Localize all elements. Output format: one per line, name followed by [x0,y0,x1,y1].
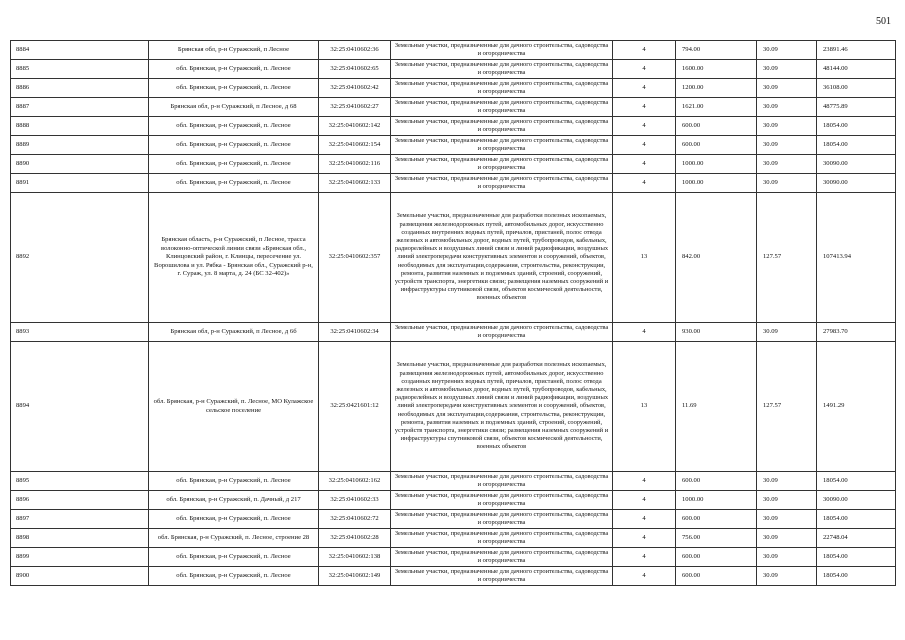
address-cell: Брянская обл, р-н Суражский, п Лесное, д 6б [149,323,319,342]
group-code-cell: 4 [613,510,676,529]
cadastral-value-cell: 36108.00 [817,79,896,98]
table-row [11,136,896,155]
land-use-cell: Земельные участки, предназначенные для дачного строительства, садоводства и огородничества [391,155,613,174]
group-code-cell: 13 [613,193,676,323]
cadastral-value-cell: 22748.04 [817,529,896,548]
specific-value-cell: 30.09 [757,174,817,193]
land-use-cell: Земельные участки, предназначенные для разработки полезных ископаемых, размещения железнодорожных путей, автомобильных дорог, искусственно созданных внутренних водных путей, причалов, пристаней, полос отвода железных и автомобильных дорог, водных путей, трубопроводов, кабельных, радиорелейных и воздушных линий связи и линий радиофикации, воздушных линий электропередачи конструктивных элементов и сооружений, объектов, необходимых для эксплуатации,содержания, строительства, реконструкции, ремонта, развития наземных и подземных зданий, строений, сооружений, устройств транспорта, энергетики связи; размещения наземных сооружений и инфраструктуры спутниковой связи, объектов космической деятельности, военных объектов [391,342,613,472]
cadastral-value-cell: 18054.00 [817,136,896,155]
address-cell: обл. Брянская, р-н Суражский, п. Лесное, МО Кулажское сельское поселение [149,342,319,472]
area-cell: 1000.00 [676,174,757,193]
group-code-cell: 4 [613,529,676,548]
area-cell: 842.00 [676,193,757,323]
area-cell: 600.00 [676,136,757,155]
address-cell: обл. Брянская, р-н Суражский, п. Лесное [149,79,319,98]
row-number-cell: 8889 [11,136,149,155]
cadastral-value-cell: 18054.00 [817,472,896,491]
cadastral-value-cell: 1491.29 [817,342,896,472]
row-number-cell: 8896 [11,491,149,510]
table-row [11,323,896,342]
cadastral-number-cell: 32:25:0410602:28 [319,529,391,548]
cadastral-number-cell: 32:25:0410602:72 [319,510,391,529]
address-cell: обл. Брянская, р-н Суражский, п. Лесное [149,136,319,155]
row-number-cell: 8884 [11,41,149,60]
area-cell: 600.00 [676,567,757,586]
group-code-cell: 4 [613,41,676,60]
cadastral-value-cell: 18054.00 [817,567,896,586]
group-code-cell: 4 [613,567,676,586]
page-number: 501 [876,16,891,27]
row-number-cell: 8900 [11,567,149,586]
cadastral-value-cell: 30090.00 [817,174,896,193]
address-cell: обл. Брянская, р-н Суражский, п. Лесное [149,510,319,529]
land-use-cell: Земельные участки, предназначенные для дачного строительства, садоводства и огородничества [391,79,613,98]
cadastral-number-cell: 32:25:0410602:142 [319,117,391,136]
land-use-cell: Земельные участки, предназначенные для дачного строительства, садоводства и огородничества [391,174,613,193]
land-use-cell: Земельные участки, предназначенные для дачного строительства, садоводства и огородничества [391,472,613,491]
table-row [11,491,896,510]
land-use-cell: Земельные участки, предназначенные для дачного строительства, садоводства и огородничества [391,323,613,342]
specific-value-cell: 30.09 [757,491,817,510]
table-row [11,98,896,117]
address-cell: обл. Брянская, р-н Суражский, п. Дачный, д 217 [149,491,319,510]
cadastral-value-cell: 48144.00 [817,60,896,79]
cadastral-number-cell: 32:25:0410602:34 [319,323,391,342]
cadastral-number-cell: 32:25:0410602:138 [319,548,391,567]
specific-value-cell: 30.09 [757,529,817,548]
cadastral-number-cell: 32:25:0421601:12 [319,342,391,472]
address-cell: обл. Брянская, р-н Суражский, п. Лесное [149,117,319,136]
area-cell: 1621.00 [676,98,757,117]
area-cell: 1600.00 [676,60,757,79]
area-cell: 600.00 [676,548,757,567]
table-row [11,193,896,323]
land-use-cell: Земельные участки, предназначенные для дачного строительства, садоводства и огородничества [391,136,613,155]
land-use-cell: Земельные участки, предназначенные для дачного строительства, садоводства и огородничества [391,98,613,117]
land-use-cell: Земельные участки, предназначенные для разработки полезных ископаемых, размещения железнодорожных путей, автомобильных дорог, искусственно созданных внутренних водных путей, причалов, пристаней, полос отвода железных и автомобильных дорог, водных путей, трубопроводов, кабельных, радиорелейных и воздушных линий связи и линий радиофикации, воздушных линий электропередачи конструктивных элементов и сооружений, объектов, необходимых для эксплуатации,содержания, строительства, реконструкции, ремонта, развития наземных и подземных зданий, строений, сооружений, устройств транспорта, энергетики связи; размещения наземных сооружений и инфраструктуры спутниковой связи, объектов космической деятельности, военных объектов [391,193,613,323]
row-number-cell: 8888 [11,117,149,136]
land-use-cell: Земельные участки, предназначенные для дачного строительства, садоводства и огородничества [391,60,613,79]
cadastral-number-cell: 32:25:0410602:36 [319,41,391,60]
specific-value-cell: 30.09 [757,117,817,136]
table-row [11,548,896,567]
table-row [11,117,896,136]
row-number-cell: 8895 [11,472,149,491]
cadastral-value-cell: 23891.46 [817,41,896,60]
group-code-cell: 4 [613,79,676,98]
cadastral-number-cell: 32:25:0410602:162 [319,472,391,491]
group-code-cell: 4 [613,472,676,491]
group-code-cell: 4 [613,155,676,174]
address-cell: обл. Брянская, р-н Суражский, п. Лесное [149,567,319,586]
area-cell: 600.00 [676,510,757,529]
cadastral-number-cell: 32:25:0410602:133 [319,174,391,193]
table-row [11,174,896,193]
specific-value-cell: 127.57 [757,342,817,472]
cadastral-value-cell: 18054.00 [817,117,896,136]
address-cell: обл. Брянская, р-н Суражский, п. Лесное [149,155,319,174]
group-code-cell: 4 [613,548,676,567]
area-cell: 600.00 [676,117,757,136]
address-cell: Брянская область, р-н Суражский, п Лесное, трасса волоконно-оптической линии связи «Брянская обл., Клинцовский район, г. Клинцы, пересечение ул. Ворошилова и ул. Рябка - Брянская обл., Суражский р-н, г. Сураж, ул. 8 марта, д. 24 (БС 32-402)» [149,193,319,323]
table-row [11,79,896,98]
table-row [11,60,896,79]
cadastral-value-cell: 18054.00 [817,548,896,567]
cadastral-number-cell: 32:25:0410602:27 [319,98,391,117]
group-code-cell: 4 [613,117,676,136]
cadastral-number-cell: 32:25:0410602:357 [319,193,391,323]
area-cell: 600.00 [676,472,757,491]
table-row [11,510,896,529]
land-use-cell: Земельные участки, предназначенные для дачного строительства, садоводства и огородничества [391,491,613,510]
specific-value-cell: 30.09 [757,136,817,155]
row-number-cell: 8897 [11,510,149,529]
area-cell: 794.00 [676,41,757,60]
land-use-cell: Земельные участки, предназначенные для дачного строительства, садоводства и огородничества [391,529,613,548]
row-number-cell: 8893 [11,323,149,342]
cadastral-value-cell: 30090.00 [817,491,896,510]
group-code-cell: 4 [613,491,676,510]
address-cell: обл. Брянская, р-н Суражский, п. Лесное [149,60,319,79]
specific-value-cell: 30.09 [757,510,817,529]
table-row [11,155,896,174]
address-cell: обл. Брянская, р-н Суражский, п. Лесное [149,174,319,193]
specific-value-cell: 30.09 [757,60,817,79]
specific-value-cell: 30.09 [757,472,817,491]
row-number-cell: 8886 [11,79,149,98]
cadastral-number-cell: 32:25:0410602:33 [319,491,391,510]
table-row [11,342,896,472]
land-use-cell: Земельные участки, предназначенные для дачного строительства, садоводства и огородничества [391,117,613,136]
row-number-cell: 8898 [11,529,149,548]
table-row [11,41,896,60]
land-use-cell: Земельные участки, предназначенные для дачного строительства, садоводства и огородничества [391,510,613,529]
row-number-cell: 8891 [11,174,149,193]
area-cell: 1200.00 [676,79,757,98]
specific-value-cell: 30.09 [757,567,817,586]
cadastral-value-cell: 18054.00 [817,510,896,529]
row-number-cell: 8885 [11,60,149,79]
specific-value-cell: 30.09 [757,323,817,342]
address-cell: обл. Брянская, р-н Суражский, п. Лесное [149,472,319,491]
cadastral-number-cell: 32:25:0410602:149 [319,567,391,586]
area-cell: 756.00 [676,529,757,548]
land-use-cell: Земельные участки, предназначенные для дачного строительства, садоводства и огородничества [391,41,613,60]
cadastral-value-cell: 30090.00 [817,155,896,174]
address-cell: обл. Брянская, р-н Суражский, п. Лесное [149,548,319,567]
land-use-cell: Земельные участки, предназначенные для дачного строительства, садоводства и огородничества [391,548,613,567]
specific-value-cell: 127.57 [757,193,817,323]
group-code-cell: 4 [613,60,676,79]
group-code-cell: 4 [613,323,676,342]
cadastral-number-cell: 32:25:0410602:116 [319,155,391,174]
area-cell: 1000.00 [676,155,757,174]
specific-value-cell: 30.09 [757,155,817,174]
cadastral-value-table [10,40,896,586]
specific-value-cell: 30.09 [757,548,817,567]
area-cell: 11.69 [676,342,757,472]
row-number-cell: 8892 [11,193,149,323]
specific-value-cell: 30.09 [757,41,817,60]
group-code-cell: 4 [613,174,676,193]
row-number-cell: 8890 [11,155,149,174]
table-body [11,41,896,586]
specific-value-cell: 30.09 [757,98,817,117]
address-cell: обл. Брянская, р-н Суражский, п. Лесное, строение 28 [149,529,319,548]
row-number-cell: 8899 [11,548,149,567]
group-code-cell: 4 [613,98,676,117]
area-cell: 1000.00 [676,491,757,510]
address-cell: Брянская обл, р-н Суражский, п Лесное [149,41,319,60]
group-code-cell: 13 [613,342,676,472]
land-use-cell: Земельные участки, предназначенные для дачного строительства, садоводства и огородничества [391,567,613,586]
address-cell: Брянская обл, р-н Суражский, п Лесное, д 68 [149,98,319,117]
cadastral-number-cell: 32:25:0410602:65 [319,60,391,79]
area-cell: 930.00 [676,323,757,342]
group-code-cell: 4 [613,136,676,155]
cadastral-value-cell: 27983.70 [817,323,896,342]
cadastral-number-cell: 32:25:0410602:42 [319,79,391,98]
cadastral-number-cell: 32:25:0410602:154 [319,136,391,155]
row-number-cell: 8894 [11,342,149,472]
table-row [11,472,896,491]
cadastral-value-cell: 48775.89 [817,98,896,117]
row-number-cell: 8887 [11,98,149,117]
table-row [11,567,896,586]
table-row [11,529,896,548]
cadastral-value-cell: 107413.94 [817,193,896,323]
specific-value-cell: 30.09 [757,79,817,98]
